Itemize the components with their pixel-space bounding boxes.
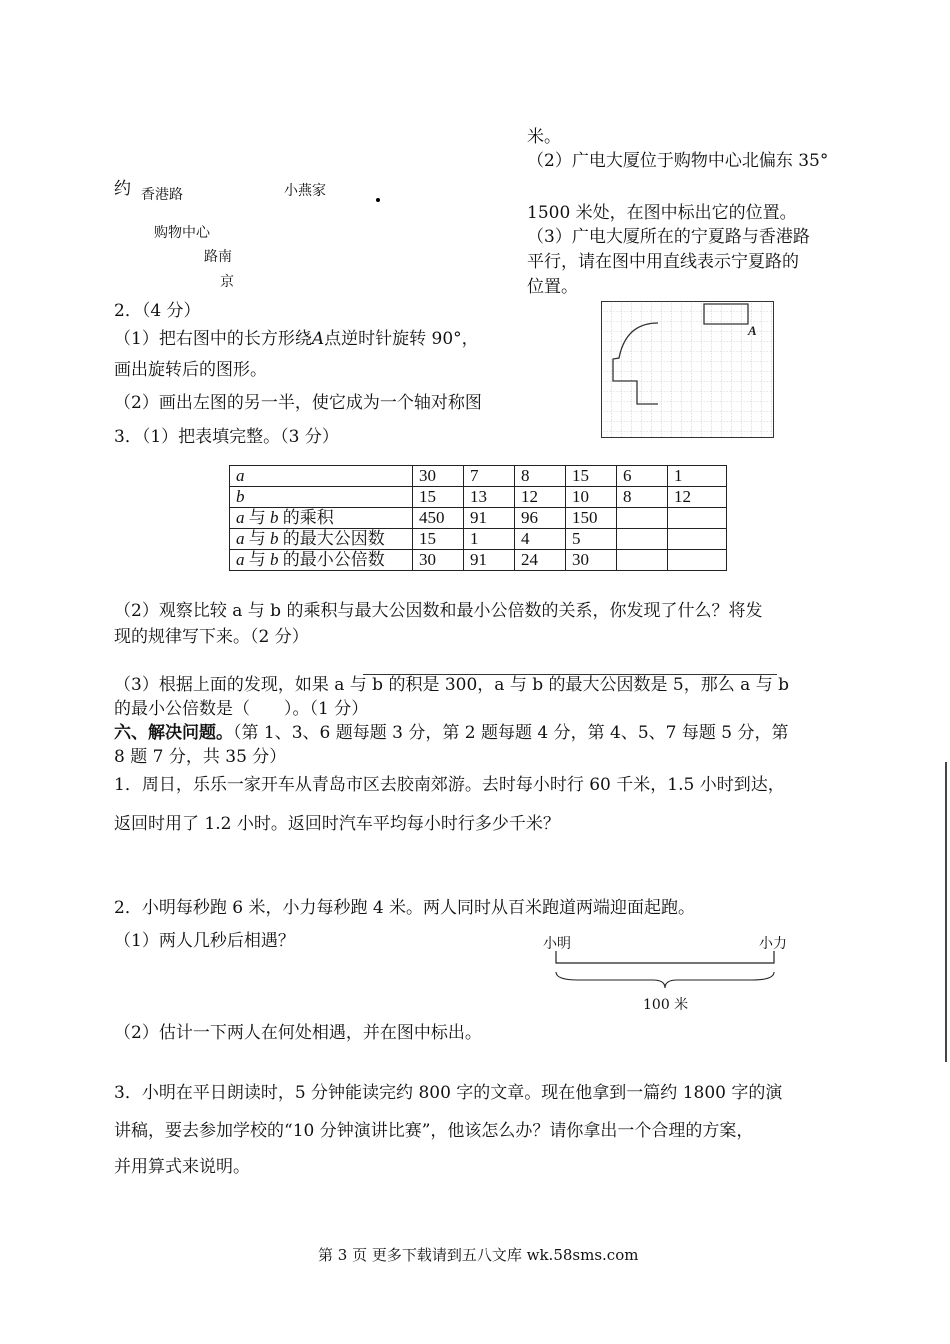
cell: 12 <box>668 487 727 508</box>
margin-bar <box>945 762 947 1062</box>
table-row <box>230 508 727 529</box>
s6-q2-sub1: （1）两人几秒后相遇？ <box>114 931 295 951</box>
cell: 96 <box>515 508 566 529</box>
cell: 7 <box>464 466 515 487</box>
cell <box>617 529 668 550</box>
row-head: b <box>230 487 413 508</box>
right-line-1: 米。 <box>527 127 561 147</box>
cell: 5 <box>566 529 617 550</box>
map-nanjing-road-part2: 京 <box>220 274 234 290</box>
s6-q2-line1: 2．小明每秒跑 6 米，小力每秒跑 4 米。两人同时从百米跑道两端迎面起跑。 <box>114 898 696 918</box>
cell: 15 <box>413 529 464 550</box>
map-shopping-center: 购物中心 <box>154 225 210 241</box>
table-row <box>230 466 727 487</box>
s6-q3-line3: 并用算式来说明。 <box>114 1157 250 1177</box>
table-row <box>230 529 727 550</box>
row-head: a 与 b 的最小公倍数 <box>230 550 413 571</box>
track-brace <box>556 972 774 988</box>
cell: 15 <box>413 487 464 508</box>
q3-part2-line1: （2）观察比较 a 与 b 的乘积与最大公因数和最小公倍数的关系，你发现了什么？将发 <box>114 601 763 621</box>
cell: 15 <box>566 466 617 487</box>
cell: 91 <box>464 550 515 571</box>
s6-q1-line1: 1．周日，乐乐一家开车从青岛市区去胶南郊游。去时每小时行 60 千米，1.5 小时到达， <box>114 775 785 795</box>
map-yue: 约 <box>114 179 131 199</box>
cell: 4 <box>515 529 566 550</box>
diagram-length-label: 100 米 <box>643 997 689 1013</box>
cell: 30 <box>413 466 464 487</box>
track-diagram <box>548 950 784 990</box>
cell: 6 <box>617 466 668 487</box>
cell: 1 <box>464 529 515 550</box>
cell: 13 <box>464 487 515 508</box>
q3-part3-line2: 的最小公倍数是（ ）。（1 分） <box>114 699 369 719</box>
cell <box>617 550 668 571</box>
diagram-xiaoming-label: 小明 <box>543 936 571 952</box>
row-head: a 与 b 的乘积 <box>230 508 413 529</box>
cell <box>617 508 668 529</box>
q3-part2-line2: 现的规律写下来。（2 分） <box>114 627 309 647</box>
cell: 10 <box>566 487 617 508</box>
diagram-xiaoli-label: 小力 <box>759 936 787 952</box>
q2-heading: 2．（4 分） <box>114 301 201 321</box>
row-head: a <box>230 466 413 487</box>
cell: 8 <box>617 487 668 508</box>
cell: 150 <box>566 508 617 529</box>
right-line-2: （2）广电大厦位于购物中心北偏东 35° <box>527 151 829 171</box>
right-line-4: （3）广电大厦所在的宁夏路与香港路 <box>527 227 810 247</box>
map-nanjing-road-part1: 路南 <box>204 249 232 265</box>
cell: 91 <box>464 508 515 529</box>
q2-part1-line1: （1）把右图中的长方形绕A点逆时针旋转 90°， <box>114 329 479 349</box>
grid-figure <box>601 301 774 438</box>
q2-part2: （2）画出左图的另一半，使它成为一个轴对称图 <box>114 393 482 413</box>
cell: 30 <box>413 550 464 571</box>
cell: 8 <box>515 466 566 487</box>
map-xianggang-road: 香港路 <box>141 187 183 203</box>
cell <box>668 529 727 550</box>
s6-q1-line2: 返回时用了 1.2 小时。返回时汽车平均每小时行多少千米？ <box>114 814 560 834</box>
right-line-6: 位置。 <box>527 277 578 297</box>
section-6-header: 六、解决问题。（第 1、3、6 题每题 3 分，第 2 题每题 4 分，第 4、5、7 每题 5 分，第 <box>114 723 789 743</box>
page-footer: 第 3 页 更多下载请到五八文库 wk.58sms.com <box>318 1246 639 1264</box>
cell: 30 <box>566 550 617 571</box>
data-table <box>229 465 727 571</box>
table-row <box>230 550 727 571</box>
right-line-5: 平行，请在图中用直线表示宁夏路的 <box>527 252 799 272</box>
right-line-3: 1500 米处，在图中标出它的位置。 <box>527 203 797 223</box>
cell: 12 <box>515 487 566 508</box>
cell: 1 <box>668 466 727 487</box>
point-a-label: A <box>748 323 757 338</box>
s6-q3-line2: 讲稿，要去参加学校的“10 分钟演讲比赛”，他该怎么办？请你拿出一个合理的方案， <box>114 1121 754 1141</box>
q3-heading: 3．（1）把表填完整。（3 分） <box>114 427 339 447</box>
cell <box>668 508 727 529</box>
q2-part1-line2: 画出旋转后的图形。 <box>114 360 267 380</box>
table-row <box>230 487 727 508</box>
map-point-dot <box>376 198 380 202</box>
cell <box>668 550 727 571</box>
q3-part3-line1: （3）根据上面的发现，如果 a 与 b 的积是 300，a 与 b 的最大公因数是 5，那么 a 与 b <box>114 675 789 695</box>
cell: 450 <box>413 508 464 529</box>
section-6-desc-line2: 8 题 7 分，共 35 分） <box>114 747 287 767</box>
s6-q2-sub2: （2）估计一下两人在何处相遇，并在图中标出。 <box>114 1023 482 1043</box>
s6-q3-line1: 3．小明在平日朗读时，5 分钟能读完约 800 字的文章。现在他拿到一篇约 1800 字的演 <box>114 1083 783 1103</box>
track-line <box>556 951 774 963</box>
map-xiaoyanjia: 小燕家 <box>284 183 326 199</box>
row-head: a 与 b 的最大公因数 <box>230 529 413 550</box>
cell: 24 <box>515 550 566 571</box>
